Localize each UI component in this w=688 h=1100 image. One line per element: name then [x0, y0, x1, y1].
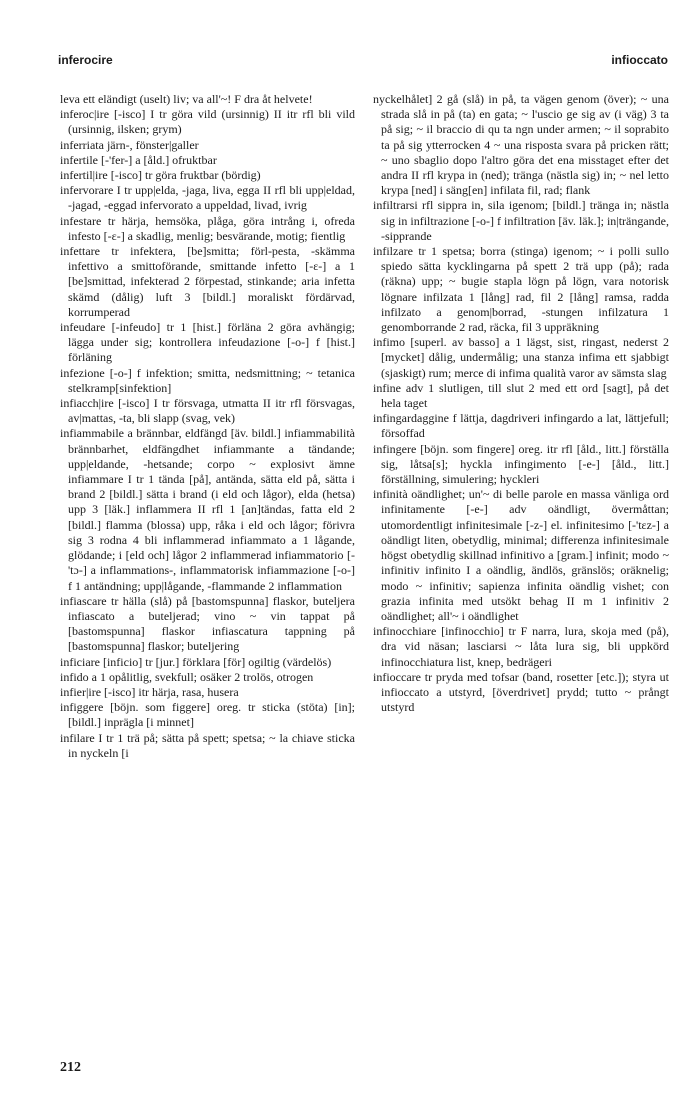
left-column — [60, 92, 355, 761]
entry: infido a 1 opålitlig, svekfull; osäker 2 trolös, otrogen — [60, 669, 314, 684]
entry: inficiare [inficio] tr [jur.] förklara [för] ogiltig (värdelös) — [60, 654, 332, 669]
entry: infinocchiare [infinocchio] tr F narra, lura, skoja med (på), dra vid näsan; lasciarsi ~ låta lura sig, bli uppkörd infinocchiatura list, knep, bedrägeri — [373, 624, 669, 669]
entry: infervorare I tr upp|elda, -jaga, liva, egga II rfl bli upp|eldad, -jagad, -eggad infervorato a uppeldad, livad, ivrig — [60, 183, 355, 213]
entry: infilare I tr 1 trä på; sätta på spett; spetsa; ~ la chiave sticka in nyckeln [i — [60, 730, 355, 760]
entry: nyckelhålet] 2 gå (slå) in på, ta vägen genom (över); ~ una strada slå in på (ta) en gata; ~ l'uscio ge sig av (i väg) 3 ta på sig; ~ il braccio di qu ta ngn under armen; ~ il soprabito ta på sig ytterrocken 4 ~ una risposta svara på pricken rätt; ~ uno sbaglio dopo l'altro göra det ena misstaget efter det andra II rfl krypa in (ned); tränga (nästla sig) in; ~ nel letto krypa [ned] i säng[en] infilata fil, rad; flank — [373, 92, 669, 198]
entry: infier|ire [-isco] itr härja, rasa, husera — [60, 684, 239, 699]
entry: inferoc|ire [-isco] I tr göra vild (ursinnig) II itr rfl bli vild (ursinnig, ilsken; grym) — [60, 107, 355, 137]
entry: inferriata järn-, fönster|galler — [60, 137, 199, 152]
right-column — [373, 92, 669, 715]
entry: infettare tr infektera, [be]smitta; förl-pesta, -skämma infettivo a smittoförande, smittande infetto [-ɛ-] a 1 [be]smittad, infekterad 2 förpestad, stinkande; aria infetta skämd (dålig) luft 3 [bildl.] moraliskt fördärvad, korrumperad — [60, 244, 355, 319]
entry: infezione [-o-] f infektion; smitta, nedsmittning; ~ tetanica stelkramp[sinfektion] — [60, 365, 355, 395]
page-number: 212 — [60, 1060, 81, 1075]
entry: infiascare tr hälla (slå) på [bastomspunna] flaskor, buteljera infiascato a buteljerad; vino ~ vin tappat på [bastomspunna] flaskor infiascatura tappning på [bastomspunna] flaskor; buteljering — [60, 593, 355, 654]
entry: infioccare tr pryda med tofsar (band, rosetter [etc.]); styra ut infioccato a utstyrd, [överdrivet] prydd; tutto ~ prångt utstyrd — [373, 669, 669, 715]
header-left-guide-word: inferocire — [58, 53, 113, 67]
header-right-guide-word: infioccato — [611, 53, 668, 67]
entry: infimo [superl. av basso] a 1 lägst, sist, ringast, nederst 2 [mycket] dålig, undermålig; una stanza infima ett sjabbigt (sjaskigt) rum; merce di infima qualità varor av sämsta slag — [373, 335, 669, 380]
entry: infiltrarsi rfl sippra in, sila igenom; [bildl.] tränga in; nästla sig in infiltrazione [-o-] f infiltration [äv. läk.]; in|trängande, -sipprande — [373, 198, 669, 243]
entry: infingere [böjn. som fingere] oreg. itr rfl [åld., litt.] förställa sig, låtsa[s]; hyckla infingimento [-e-] [åld., litt.] förställning, simulering; hyckleri — [373, 441, 669, 487]
entry: infiacch|ire [-isco] I tr försvaga, utmatta II itr rfl försvagas, av|mattas, -ta, bli slapp (svag, vek) — [60, 396, 355, 426]
entry: infertil|ire [-isco] tr göra fruktbar (bördig) — [60, 168, 261, 183]
entry: infestare tr härja, hemsöka, plåga, göra intrång i, ofreda infesto [-ɛ-] a skadlig, menlig; besvärande, motig; fientlig — [60, 213, 355, 243]
entry: infingardaggine f lättja, dagdriveri infingardo a lat, lättjefull; försoffad — [373, 411, 669, 441]
entry: infinità oändlighet; un'~ di belle parole en massa vänliga ord infinitamente [-e-] adv oändligt, övermåttan; utomordentligt infinitesimale [-z-] el. infinitesimo [-'tɛz-] a oändligt liten, obetydlig, minimal; differenza infinitesimale högst obetydlig skillnad infinitivo a [gram.] infinit; modo ~ infinitiv infinito I a oändlig, ändlös, gränslös; oräknelig; modo ~ infinitiv; sapienza infinita oändlig vishet; con grazia infinita med utsökt behag II m 1 infinitiv 2 oändlighet; all'~ i oändlighet — [373, 487, 669, 623]
entry: infilzare tr 1 spetsa; borra (stinga) igenom; ~ i polli sullo spiedo sätta kycklingarna på spett 2 trä upp (på); rada (räkna) upp; ~ bugie stapla lögn på lögn, vara notorisk lögnare infilzata 1 [lång] rad, fil 2 [lång] ramsa, radda infilzato a genom|borrad, -stungen infilzatura 1 genomborrande 2 rad, räcka, fil 3 uppräkning — [373, 244, 669, 335]
entry: infiammabile a brännbar, eldfängd [äv. bildl.] infiammabilità brännbarhet, eldfängdhet infiammante a tändande; upp|eldande, -hetsande; corpo ~ explosivt ämne infiammare I tr 1 tända [på], antända, sätta eld på, sätta i brand 2 [bildl.] sätta i brand (i eld och lågor), elda (hetsa) upp 3 [läk.] inflammera II rfl 1 [an]tändas, fatta eld 2 [bildl.] flamma (blossa) upp, råka i eld och lågor; förivra sig 3 rodna 4 bli inflammerad infiammato a 1 lågande, glödande; i [eld och] lågor 2 inflammerad infiammatorio [-'tɔ-] a inflammations-, inflammatorisk infiammazione [-o-] f 1 antändning; upp|lågande, -flammande 2 inflammation — [60, 426, 355, 593]
entry: infeudare [-infeudo] tr 1 [hist.] förläna 2 göra avhängig; lägga under sig; kontrollera infeudazione [-o-] f [hist.] förläning — [60, 320, 355, 365]
entry: leva ett eländigt (uselt) liv; va all'~! F dra åt helvete! — [60, 92, 313, 106]
entry: infine adv 1 slutligen, till slut 2 med ett ord [sagt], på det hela taget — [373, 380, 669, 411]
entry: infiggere [böjn. som figgere] oreg. tr sticka (stöta) [in]; [bildl.] inprägla [i minnet] — [60, 700, 355, 730]
entry: infertile [-'fer-] a [åld.] ofruktbar — [60, 152, 217, 167]
